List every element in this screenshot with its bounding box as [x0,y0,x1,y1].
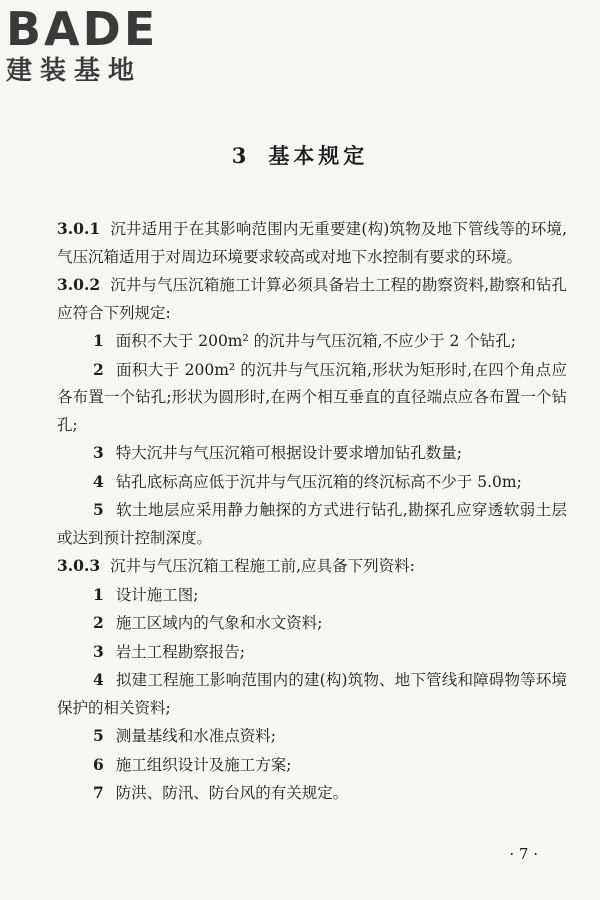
item-text: 防洪、防汛、防台风的有关规定。 [115,784,349,802]
item-text: 测量基线和水准点资料; [115,727,277,745]
list-item [57,439,567,468]
list-item [57,581,567,610]
clause-3-0-3 [57,552,567,581]
item-number: 7 [93,783,104,802]
chapter-name: 基本规定 [268,143,369,168]
clause-3-0-2 [57,271,567,327]
list-item [57,638,567,667]
item-text: 拟建工程施工影响范围内的建(构)筑物、地下管线和障碍物等环境保护的相关资料; [57,671,567,717]
list-item [57,356,567,440]
document-body [57,215,567,808]
item-text: 面积不大于 200m² 的沉井与气压沉箱,不应少于 2 个钻孔; [115,332,517,350]
list-item [57,751,567,780]
item-text: 软土地层应采用静力触探的方式进行钻孔,勘探孔应穿透软弱土层或达到预计控制深度。 [57,501,567,547]
list-item [57,779,567,808]
item-number: 1 [93,331,104,350]
item-text: 施工区域内的气象和水文资料; [115,614,323,632]
item-text: 岩土工程勘察报告; [115,642,246,661]
list-item [57,722,567,751]
logo-wordmark: BADE [6,2,159,56]
clause-text: 沉井与气压沉箱工程施工前,应具备下列资料: [110,557,415,575]
item-number: 2 [93,359,104,379]
clause-number: 3.0.1 [57,219,101,238]
list-item [57,496,567,552]
item-number: 3 [93,443,104,462]
list-item [57,468,567,497]
item-text: 特大沉井与气压沉箱可根据设计要求增加钻孔数量; [115,444,463,462]
clause-number: 3.0.3 [57,556,101,575]
list-item [57,609,567,638]
item-text: 钻孔底标高应低于沉井与气压沉箱的终沉标高不少于 5.0m; [115,472,522,491]
bade-logo [6,2,159,88]
item-number: 1 [93,584,104,604]
logo-subtitle: 建装基地 [6,56,143,86]
item-number: 3 [93,641,104,661]
clause-text: 沉井与气压沉箱施工计算必须具备岩土工程的勘察资料,勘察和钻孔应符合下列规定: [57,276,567,322]
chapter-title [0,140,600,170]
item-number: 4 [93,670,104,689]
item-number: 5 [93,500,104,519]
item-text: 施工组织设计及施工方案; [115,755,292,774]
list-item [57,327,567,356]
clause-number: 3.0.2 [57,275,101,294]
item-number: 2 [93,613,104,632]
clause-text: 沉井适用于在其影响范围内无重要建(构)筑物及地下管线等的环境,气压沉箱适用于对周边环境要求较高或对地下水控制有要求的环境。 [57,220,567,266]
item-number: 6 [93,754,104,774]
item-text: 面积大于 200m² 的沉井与气压沉箱,形状为矩形时,在四个角点应各布置一个钻孔;形状为圆形时,在两个相互垂直的直径端点应各布置一个钻孔; [57,360,567,434]
page-number: · 7 · [509,845,538,863]
item-number: 5 [93,726,104,745]
clause-3-0-1 [57,215,567,271]
item-number: 4 [93,471,104,491]
chapter-number: 3 [231,143,251,168]
item-text: 设计施工图; [115,585,199,604]
list-item [57,666,567,722]
